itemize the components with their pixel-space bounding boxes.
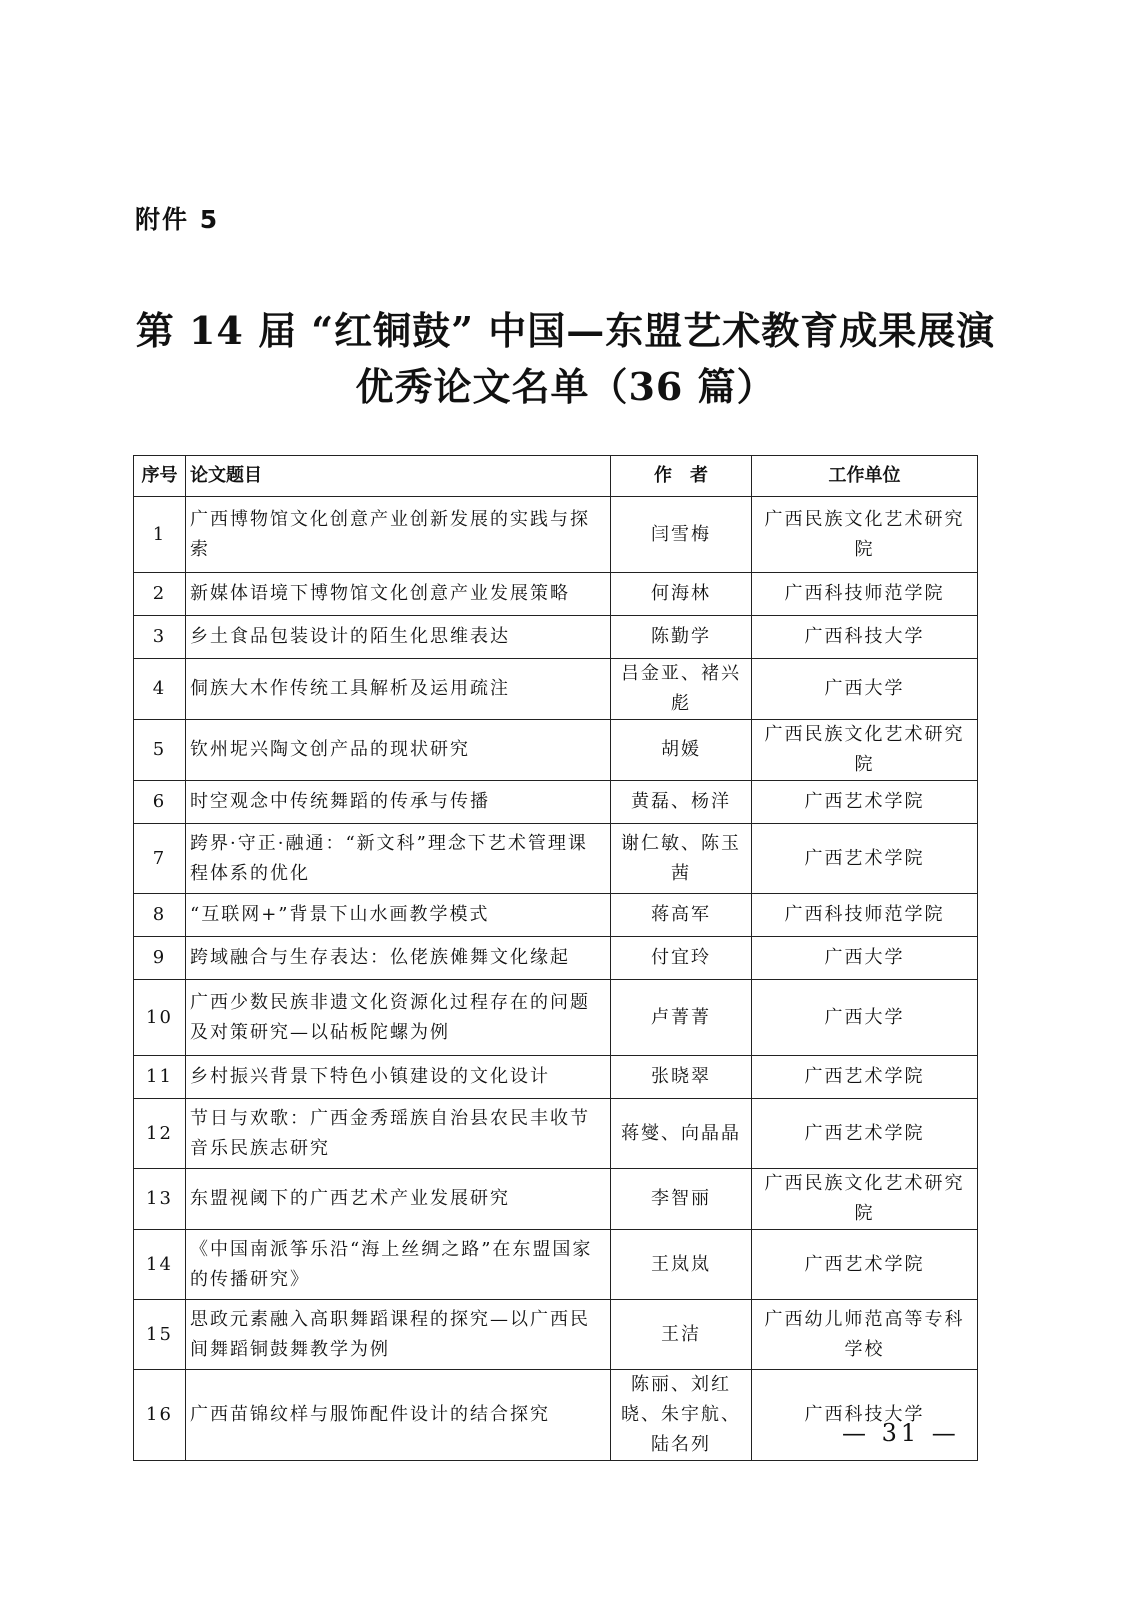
page-number: — 31 — bbox=[842, 1419, 960, 1447]
header-no: 序号 bbox=[134, 456, 186, 497]
row-author: 陈丽、刘红晓、朱宇航、陆名列 bbox=[611, 1370, 752, 1461]
row-unit: 广西大学 bbox=[752, 980, 978, 1056]
row-author: 胡媛 bbox=[611, 720, 752, 781]
table-row bbox=[134, 937, 978, 980]
row-unit: 广西艺术学院 bbox=[752, 781, 978, 824]
header-author: 作 者 bbox=[611, 456, 752, 497]
table-row bbox=[134, 824, 978, 894]
row-unit: 广西民族文化艺术研究院 bbox=[752, 497, 978, 573]
table-row bbox=[134, 1099, 978, 1169]
table-row bbox=[134, 980, 978, 1056]
row-author: 谢仁敏、陈玉茜 bbox=[611, 824, 752, 894]
row-author: 陈勤学 bbox=[611, 616, 752, 659]
row-unit: 广西艺术学院 bbox=[752, 1056, 978, 1099]
row-title: 乡土食品包装设计的陌生化思维表达 bbox=[186, 616, 611, 659]
row-unit: 广西科技大学 bbox=[752, 616, 978, 659]
row-title: 乡村振兴背景下特色小镇建设的文化设计 bbox=[186, 1056, 611, 1099]
table-row bbox=[134, 573, 978, 616]
row-no: 9 bbox=[134, 937, 186, 980]
row-no: 8 bbox=[134, 894, 186, 937]
row-author: 王岚岚 bbox=[611, 1230, 752, 1300]
row-unit: 广西科技师范学院 bbox=[752, 894, 978, 937]
row-no: 3 bbox=[134, 616, 186, 659]
row-no: 13 bbox=[134, 1169, 186, 1230]
row-no: 11 bbox=[134, 1056, 186, 1099]
row-unit: 广西大学 bbox=[752, 937, 978, 980]
row-no: 14 bbox=[134, 1230, 186, 1300]
row-author: 李智丽 bbox=[611, 1169, 752, 1230]
row-title: 思政元素融入高职舞蹈课程的探究—以广西民间舞蹈铜鼓舞教学为例 bbox=[186, 1300, 611, 1370]
row-title: 跨界·守正·融通：“新文科”理念下艺术管理课程体系的优化 bbox=[186, 824, 611, 894]
document-title-line-1: 第 14 届 “红铜鼓” 中国—东盟艺术教育成果展演 bbox=[135, 308, 996, 353]
row-author: 闫雪梅 bbox=[611, 497, 752, 573]
row-no: 15 bbox=[134, 1300, 186, 1370]
row-author: 何海林 bbox=[611, 573, 752, 616]
row-author: 卢菁菁 bbox=[611, 980, 752, 1056]
row-no: 10 bbox=[134, 980, 186, 1056]
row-no: 4 bbox=[134, 659, 186, 720]
row-unit: 广西民族文化艺术研究院 bbox=[752, 1169, 978, 1230]
table-row bbox=[134, 497, 978, 573]
row-author: 蒋高军 bbox=[611, 894, 752, 937]
table-row bbox=[134, 1169, 978, 1230]
row-no: 16 bbox=[134, 1370, 186, 1461]
row-title: 钦州坭兴陶文创产品的现状研究 bbox=[186, 720, 611, 781]
paper-list-table bbox=[133, 455, 978, 1461]
row-title: 节日与欢歌：广西金秀瑶族自治县农民丰收节音乐民族志研究 bbox=[186, 1099, 611, 1169]
row-no: 5 bbox=[134, 720, 186, 781]
row-title: 跨域融合与生存表达：仫佬族傩舞文化缘起 bbox=[186, 937, 611, 980]
table-header-row bbox=[134, 456, 978, 497]
row-author: 吕金亚、褚兴彪 bbox=[611, 659, 752, 720]
table-row bbox=[134, 1230, 978, 1300]
row-title: 侗族大木作传统工具解析及运用疏注 bbox=[186, 659, 611, 720]
table-row bbox=[134, 781, 978, 824]
row-title: 新媒体语境下博物馆文化创意产业发展策略 bbox=[186, 573, 611, 616]
row-no: 1 bbox=[134, 497, 186, 573]
row-unit: 广西艺术学院 bbox=[752, 1230, 978, 1300]
table-row bbox=[134, 1300, 978, 1370]
row-unit: 广西科技师范学院 bbox=[752, 573, 978, 616]
row-unit: 广西艺术学院 bbox=[752, 824, 978, 894]
row-no: 2 bbox=[134, 573, 186, 616]
row-no: 12 bbox=[134, 1099, 186, 1169]
row-unit: 广西艺术学院 bbox=[752, 1099, 978, 1169]
row-title: “互联网+”背景下山水画教学模式 bbox=[186, 894, 611, 937]
row-author: 张晓翠 bbox=[611, 1056, 752, 1099]
table-row bbox=[134, 894, 978, 937]
row-unit: 广西大学 bbox=[752, 659, 978, 720]
row-unit: 广西幼儿师范高等专科学校 bbox=[752, 1300, 978, 1370]
document-title-line-2: 优秀论文名单（36 篇） bbox=[355, 364, 776, 409]
row-author: 黄磊、杨洋 bbox=[611, 781, 752, 824]
row-title: 时空观念中传统舞蹈的传承与传播 bbox=[186, 781, 611, 824]
row-unit: 广西民族文化艺术研究院 bbox=[752, 720, 978, 781]
row-title: 广西博物馆文化创意产业创新发展的实践与探索 bbox=[186, 497, 611, 573]
row-title: 《中国南派筝乐沿“海上丝绸之路”在东盟国家的传播研究》 bbox=[186, 1230, 611, 1300]
row-author: 王洁 bbox=[611, 1300, 752, 1370]
row-no: 7 bbox=[134, 824, 186, 894]
table-row bbox=[134, 720, 978, 781]
row-unit: 广西科技大学 bbox=[752, 1370, 978, 1461]
attachment-label: 附件 5 bbox=[135, 205, 220, 234]
row-author: 付宜玲 bbox=[611, 937, 752, 980]
row-author: 蒋燮、向晶晶 bbox=[611, 1099, 752, 1169]
header-title: 论文题目 bbox=[186, 456, 611, 497]
table-row bbox=[134, 616, 978, 659]
table-row bbox=[134, 1056, 978, 1099]
table-row bbox=[134, 659, 978, 720]
row-title: 东盟视阈下的广西艺术产业发展研究 bbox=[186, 1169, 611, 1230]
row-title: 广西苗锦纹样与服饰配件设计的结合探究 bbox=[186, 1370, 611, 1461]
row-no: 6 bbox=[134, 781, 186, 824]
row-title: 广西少数民族非遗文化资源化过程存在的问题及对策研究—以砧板陀螺为例 bbox=[186, 980, 611, 1056]
header-unit: 工作单位 bbox=[752, 456, 978, 497]
